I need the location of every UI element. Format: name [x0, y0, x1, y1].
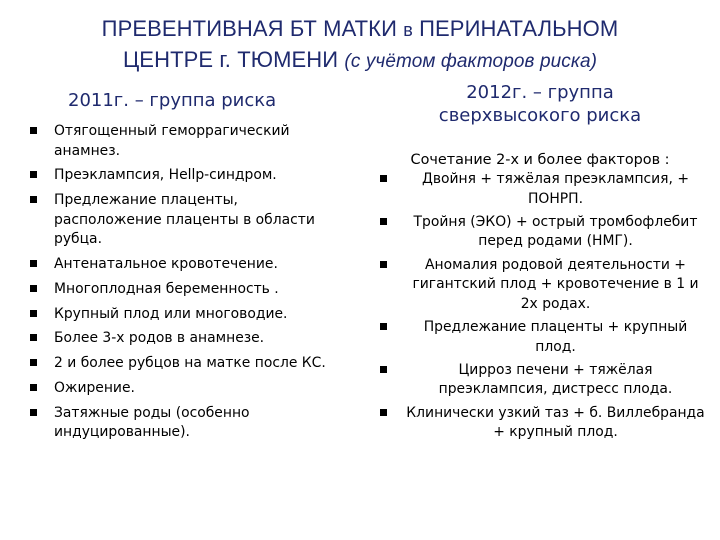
list-item: Аномалия родовой деятельности + гигантский плод + кровотечение в 1 и 2х родах.	[376, 256, 706, 315]
square-bullet-icon	[30, 334, 37, 341]
left-risk-list	[30, 122, 350, 448]
square-bullet-icon	[30, 285, 37, 292]
list-item: Более 3-х родов в анамнезе.	[30, 329, 350, 349]
slide-title	[0, 14, 720, 77]
list-item: Предлежание плаценты, расположение плаценты в области рубца.	[30, 191, 350, 250]
right-column-heading	[380, 81, 700, 127]
list-item: Отягощенный геморрагический анамнез.	[30, 122, 350, 161]
combination-subheading: Сочетание 2-х и более факторов :	[410, 152, 670, 168]
list-item: Многоплодная беременность .	[30, 280, 350, 300]
title-line1-part-a: ПРЕВЕНТИВНАЯ БТ МАТКИ	[101, 16, 398, 41]
right-risk-list	[376, 170, 706, 446]
list-item: Предлежание плаценты + крупный плод.	[376, 318, 706, 357]
list-item: Крупный плод или многоводие.	[30, 305, 350, 325]
title-line1-part-c: ПЕРИНАТАЛЬНОМ	[419, 16, 619, 41]
square-bullet-icon	[30, 409, 37, 416]
square-bullet-icon	[30, 196, 37, 203]
right-heading-line-1: 2012г. – группа	[466, 82, 614, 103]
square-bullet-icon	[30, 171, 37, 178]
list-item: Тройня (ЭКО) + острый тромбофлебит перед родами (НМГ).	[376, 213, 706, 252]
list-item: Цирроз печени + тяжёлая преэклампсия, дистресс плода.	[376, 361, 706, 400]
title-line2-part-b: (с учётом факторов риска)	[344, 51, 598, 72]
square-bullet-icon	[380, 409, 387, 416]
title-line2-part-a: ЦЕНТРЕ г. ТЮМЕНИ	[122, 47, 339, 72]
square-bullet-icon	[30, 260, 37, 267]
square-bullet-icon	[30, 359, 37, 366]
title-line1-part-b: в	[403, 20, 413, 40]
list-item: Преэклампсия, Hellp-синдром.	[30, 166, 350, 186]
title-line-2	[0, 45, 720, 77]
list-item: Клинически узкий таз + б. Виллебранда + крупный плод.	[376, 404, 706, 443]
square-bullet-icon	[380, 366, 387, 373]
list-item: Ожирение.	[30, 379, 350, 399]
square-bullet-icon	[30, 384, 37, 391]
square-bullet-icon	[380, 261, 387, 268]
list-item: 2 и более рубцов на матке после КС.	[30, 354, 350, 374]
left-column-heading: 2011г. – группа риска	[68, 90, 277, 111]
list-item: Затяжные роды (особенно индуцированные).	[30, 404, 350, 443]
square-bullet-icon	[380, 218, 387, 225]
square-bullet-icon	[30, 127, 37, 134]
square-bullet-icon	[380, 323, 387, 330]
square-bullet-icon	[380, 175, 387, 182]
right-heading-line-2: сверхвысокого риска	[438, 105, 642, 126]
square-bullet-icon	[30, 310, 37, 317]
title-line-1	[0, 14, 720, 45]
list-item: Антенатальное кровотечение.	[30, 255, 350, 275]
list-item: Двойня + тяжёлая преэклампсия, + ПОНРП.	[376, 170, 706, 209]
